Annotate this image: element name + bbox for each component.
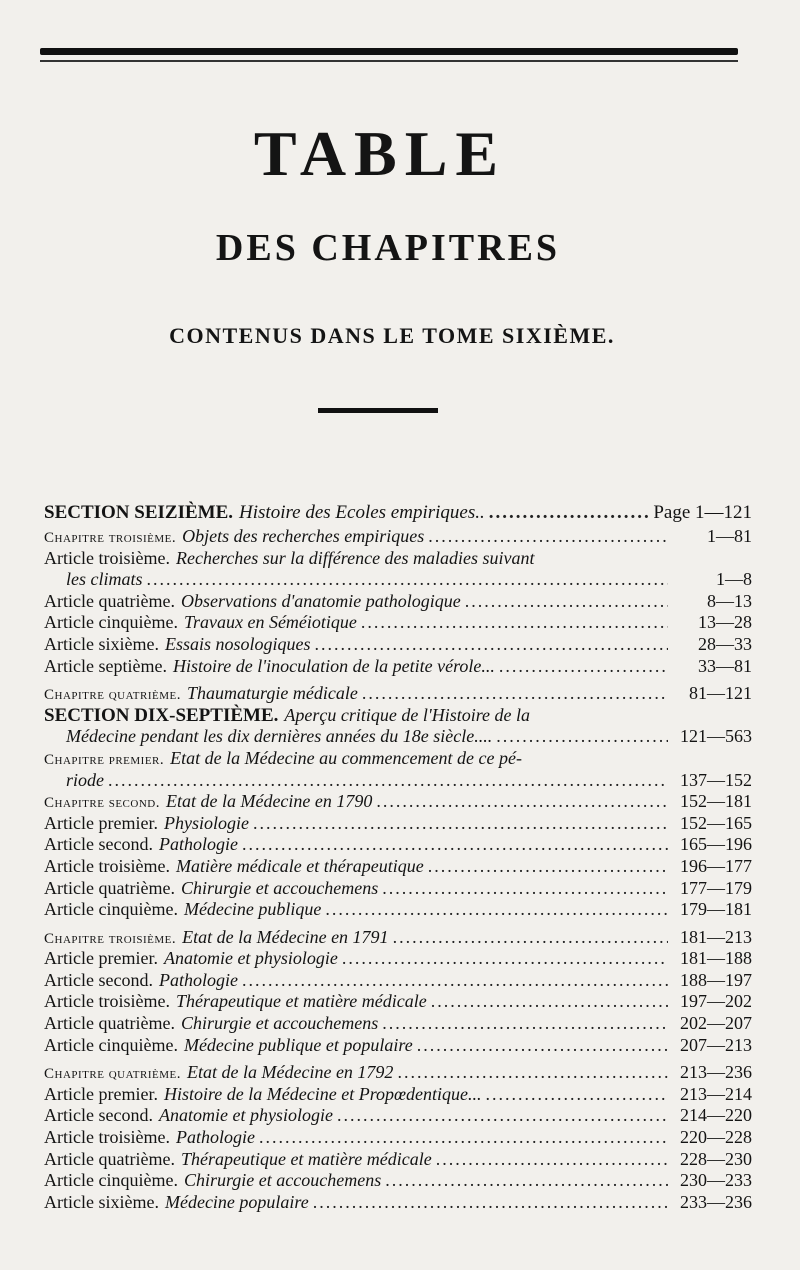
table-of-contents bbox=[44, 500, 752, 1213]
leader-dots bbox=[397, 1062, 668, 1084]
toc-entry-article-2[interactable] bbox=[44, 970, 752, 992]
toc-entry-page: 181—213 bbox=[680, 926, 752, 947]
toc-entry-label: Article quatrième. bbox=[44, 1013, 175, 1034]
toc-entry-title-cont: riode bbox=[66, 769, 104, 790]
toc-entry-title: Physiologie bbox=[163, 812, 249, 833]
toc-entry-title: Histoire de l'inoculation de la petite vérole... bbox=[172, 655, 495, 676]
leader-dots bbox=[337, 1105, 668, 1127]
toc-entry-article-1[interactable] bbox=[44, 813, 752, 835]
toc-entry-title: Anatomie et physiologie bbox=[158, 1105, 333, 1126]
leader-dots bbox=[499, 656, 668, 678]
toc-entry-article-4[interactable] bbox=[44, 1149, 752, 1171]
toc-entry-label: Chapitre quatrième. bbox=[44, 687, 181, 704]
toc-entry-chapter-4b[interactable] bbox=[44, 1062, 752, 1084]
toc-entry-page: 220—228 bbox=[680, 1127, 752, 1148]
leader-dots bbox=[361, 612, 668, 634]
leader-dots bbox=[465, 591, 668, 613]
toc-entry-section-17[interactable] bbox=[44, 705, 752, 727]
toc-entry-article-1[interactable] bbox=[44, 948, 752, 970]
toc-entry-page: Page 1—121 bbox=[653, 502, 752, 523]
toc-entry-title: Anatomie et physiologie bbox=[163, 948, 338, 969]
toc-entry-label: Chapitre quatrième. bbox=[44, 1066, 181, 1083]
toc-entry-title: Travaux en Séméiotique bbox=[183, 612, 357, 633]
toc-entry-page: 196—177 bbox=[680, 855, 752, 876]
toc-entry-page: 152—181 bbox=[680, 791, 752, 812]
toc-entry-title: Chirurgie et accouchemens bbox=[183, 1170, 382, 1191]
toc-entry-label: SECTION SEIZIÈME. bbox=[44, 502, 234, 523]
toc-entry-title: Pathologie bbox=[158, 969, 238, 990]
toc-entry-title: Histoire des Ecoles empiriques.. bbox=[239, 502, 485, 523]
toc-entry-label: Article septième. bbox=[44, 655, 167, 676]
toc-entry-chapter-4[interactable] bbox=[44, 683, 752, 705]
toc-entry-title: Pathologie bbox=[175, 1127, 255, 1148]
toc-entry-article-6[interactable] bbox=[44, 1192, 752, 1214]
toc-entry-title: Médecine publique et populaire bbox=[183, 1034, 413, 1055]
toc-entry-title: Etat de la Médecine en 1791 bbox=[182, 926, 389, 947]
toc-entry-section-17-cont[interactable] bbox=[44, 726, 752, 748]
toc-entry-chapter-1-cont[interactable] bbox=[44, 770, 752, 792]
toc-entry-page: 233—236 bbox=[680, 1191, 752, 1212]
toc-entry-page: 152—165 bbox=[680, 812, 752, 833]
toc-entry-article-3[interactable] bbox=[44, 991, 752, 1013]
toc-entry-label: Article troisième. bbox=[44, 991, 170, 1012]
toc-entry-label: Article second. bbox=[44, 969, 153, 990]
toc-entry-article-5[interactable] bbox=[44, 899, 752, 921]
toc-entry-title: Objets des recherches empiriques bbox=[182, 526, 425, 546]
page-subtitle: DES CHAPITRES bbox=[215, 227, 561, 269]
leader-dots bbox=[259, 1127, 668, 1149]
toc-entry-page: 1—8 bbox=[716, 569, 752, 590]
toc-entry-page: 1—81 bbox=[707, 526, 752, 546]
toc-entry-article-5[interactable] bbox=[44, 612, 752, 634]
toc-entry-title: Médecine publique bbox=[183, 899, 322, 920]
leader-dots bbox=[342, 948, 668, 970]
toc-entry-page: 137—152 bbox=[680, 769, 752, 790]
toc-entry-section-16[interactable] bbox=[44, 500, 752, 526]
toc-entry-article-3[interactable] bbox=[44, 548, 752, 570]
leader-dots bbox=[325, 899, 668, 921]
leader-dots bbox=[362, 683, 668, 705]
toc-entry-label: Article premier. bbox=[44, 948, 158, 969]
top-rule-thin bbox=[40, 60, 738, 62]
top-rule bbox=[40, 48, 738, 55]
toc-entry-title: Chirurgie et accouchemens bbox=[180, 877, 379, 898]
leader-dots bbox=[376, 791, 668, 813]
toc-entry-article-6[interactable] bbox=[44, 634, 752, 656]
toc-entry-article-3-cont[interactable] bbox=[44, 569, 752, 591]
toc-entry-page: 213—236 bbox=[680, 1062, 752, 1083]
leader-dots bbox=[486, 1084, 668, 1106]
leader-dots bbox=[385, 1170, 668, 1192]
toc-entry-page: 179—181 bbox=[680, 899, 752, 920]
toc-entry-title: Recherches sur la différence des maladies suivant bbox=[175, 547, 535, 568]
leader-dots bbox=[253, 813, 668, 835]
leader-dots bbox=[314, 634, 668, 656]
toc-entry-article-4[interactable] bbox=[44, 878, 752, 900]
toc-entry-page: 81—121 bbox=[689, 683, 752, 704]
toc-entry-label: Chapitre premier. bbox=[44, 751, 165, 768]
toc-entry-label: Article cinquième. bbox=[44, 1034, 178, 1055]
toc-entry-article-4[interactable] bbox=[44, 1013, 752, 1035]
toc-entry-article-2[interactable] bbox=[44, 834, 752, 856]
toc-entry-page: 28—33 bbox=[698, 633, 752, 654]
leader-dots bbox=[436, 1149, 668, 1171]
toc-entry-page: 202—207 bbox=[680, 1013, 752, 1034]
toc-entry-title: Etat de la Médecine en 1790 bbox=[165, 791, 373, 812]
toc-entry-title: Thérapeutique et matière médicale bbox=[175, 991, 427, 1012]
toc-entry-label: Article second. bbox=[44, 834, 153, 855]
toc-entry-page: 121—563 bbox=[680, 726, 752, 747]
toc-entry-title-cont: Médecine pendant les dix dernières années du 18e siècle.... bbox=[66, 726, 493, 747]
leader-dots bbox=[242, 834, 668, 856]
toc-entry-article-7[interactable] bbox=[44, 656, 752, 678]
toc-entry-label: Article premier. bbox=[44, 1083, 158, 1104]
toc-entry-label: Article premier. bbox=[44, 812, 158, 833]
toc-entry-title: Thérapeutique et matière médicale bbox=[180, 1148, 432, 1169]
toc-entry-title: Chirurgie et accouchemens bbox=[180, 1013, 379, 1034]
leader-dots bbox=[242, 970, 668, 992]
toc-entry-article-3[interactable] bbox=[44, 856, 752, 878]
toc-entry-page: 165—196 bbox=[680, 834, 752, 855]
toc-entry-chapter-3[interactable] bbox=[44, 526, 752, 548]
toc-entry-page: 230—233 bbox=[680, 1170, 752, 1191]
page-subtitle-2: CONTENUS DANS LE TOME SIXIÈME. bbox=[169, 323, 615, 348]
toc-entry-page: 8—13 bbox=[707, 590, 752, 611]
toc-entry-label: Article cinquième. bbox=[44, 1170, 178, 1191]
leader-dots bbox=[382, 1013, 668, 1035]
toc-entry-page: 188—197 bbox=[680, 969, 752, 990]
toc-entry-page: 33—81 bbox=[698, 655, 752, 676]
leader-dots bbox=[417, 1035, 668, 1057]
toc-entry-page: 214—220 bbox=[680, 1105, 752, 1126]
toc-entry-label: Article troisième. bbox=[44, 547, 170, 568]
toc-entry-article-5[interactable] bbox=[44, 1170, 752, 1192]
leader-dots bbox=[428, 856, 668, 878]
toc-entry-label: Article sixième. bbox=[44, 1191, 159, 1212]
leader-dots bbox=[496, 726, 668, 748]
toc-entry-page: 213—214 bbox=[680, 1083, 752, 1104]
toc-entry-title: Matière médicale et thérapeutique bbox=[175, 855, 424, 876]
toc-entry-chapter-1[interactable] bbox=[44, 748, 752, 770]
toc-entry-label: Chapitre troisième. bbox=[44, 930, 177, 947]
toc-entry-label: Article second. bbox=[44, 1105, 153, 1126]
toc-entry-title: Etat de la Médecine en 1792 bbox=[187, 1062, 394, 1083]
toc-entry-page: 197—202 bbox=[680, 991, 752, 1012]
toc-entry-title: Etat de la Médecine au commencement de ce pé- bbox=[170, 747, 522, 768]
toc-entry-article-4[interactable] bbox=[44, 591, 752, 613]
page-title: TABLE bbox=[253, 118, 507, 189]
toc-entry-page: 181—188 bbox=[680, 948, 752, 969]
toc-entry-title: Thaumaturgie médicale bbox=[187, 683, 358, 704]
toc-entry-label: Chapitre troisième. bbox=[44, 530, 177, 546]
toc-entry-label: Article cinquième. bbox=[44, 612, 178, 633]
toc-entry-chapter-3b[interactable] bbox=[44, 927, 752, 949]
toc-entry-chapter-2[interactable] bbox=[44, 791, 752, 813]
toc-entry-page: 177—179 bbox=[680, 877, 752, 898]
toc-entry-article-3[interactable] bbox=[44, 1127, 752, 1149]
leader-dots bbox=[393, 927, 668, 949]
toc-entry-label: SECTION DIX-SEPTIÈME. bbox=[44, 704, 279, 726]
toc-entry-label: Article cinquième. bbox=[44, 899, 178, 920]
toc-entry-label: Article sixième. bbox=[44, 633, 159, 654]
toc-entry-title: Essais nosologiques bbox=[164, 633, 311, 654]
toc-entry-article-1[interactable] bbox=[44, 1084, 752, 1106]
leader-dots bbox=[382, 878, 668, 900]
toc-entry-title-cont: les climats bbox=[66, 569, 143, 590]
toc-entry-page: 13—28 bbox=[698, 612, 752, 633]
toc-entry-label: Chapitre second. bbox=[44, 795, 160, 812]
toc-entry-article-5[interactable] bbox=[44, 1035, 752, 1057]
toc-entry-label: Article troisième. bbox=[44, 855, 170, 876]
toc-entry-page: 228—230 bbox=[680, 1148, 752, 1169]
middle-rule bbox=[318, 408, 438, 413]
toc-entry-title: Pathologie bbox=[158, 834, 238, 855]
leader-dots bbox=[431, 991, 668, 1013]
toc-entry-title: Histoire de la Médecine et Propœdentique... bbox=[163, 1083, 482, 1104]
toc-entry-page: 207—213 bbox=[680, 1034, 752, 1055]
leader-dots bbox=[108, 770, 668, 792]
toc-entry-title: Médecine populaire bbox=[164, 1191, 309, 1212]
toc-entry-label: Article quatrième. bbox=[44, 877, 175, 898]
leader-dots bbox=[147, 569, 669, 591]
toc-entry-title: Aperçu critique de l'Histoire de la bbox=[284, 704, 531, 725]
toc-entry-label: Article quatrième. bbox=[44, 1148, 175, 1169]
leader-dots bbox=[428, 526, 668, 548]
toc-entry-label: Article quatrième. bbox=[44, 590, 175, 611]
leader-dots bbox=[313, 1192, 668, 1214]
toc-entry-label: Article troisième. bbox=[44, 1127, 170, 1148]
toc-entry-title: Observations d'anatomie pathologique bbox=[180, 590, 461, 611]
toc-entry-article-2[interactable] bbox=[44, 1105, 752, 1127]
leader-dots bbox=[489, 500, 650, 526]
